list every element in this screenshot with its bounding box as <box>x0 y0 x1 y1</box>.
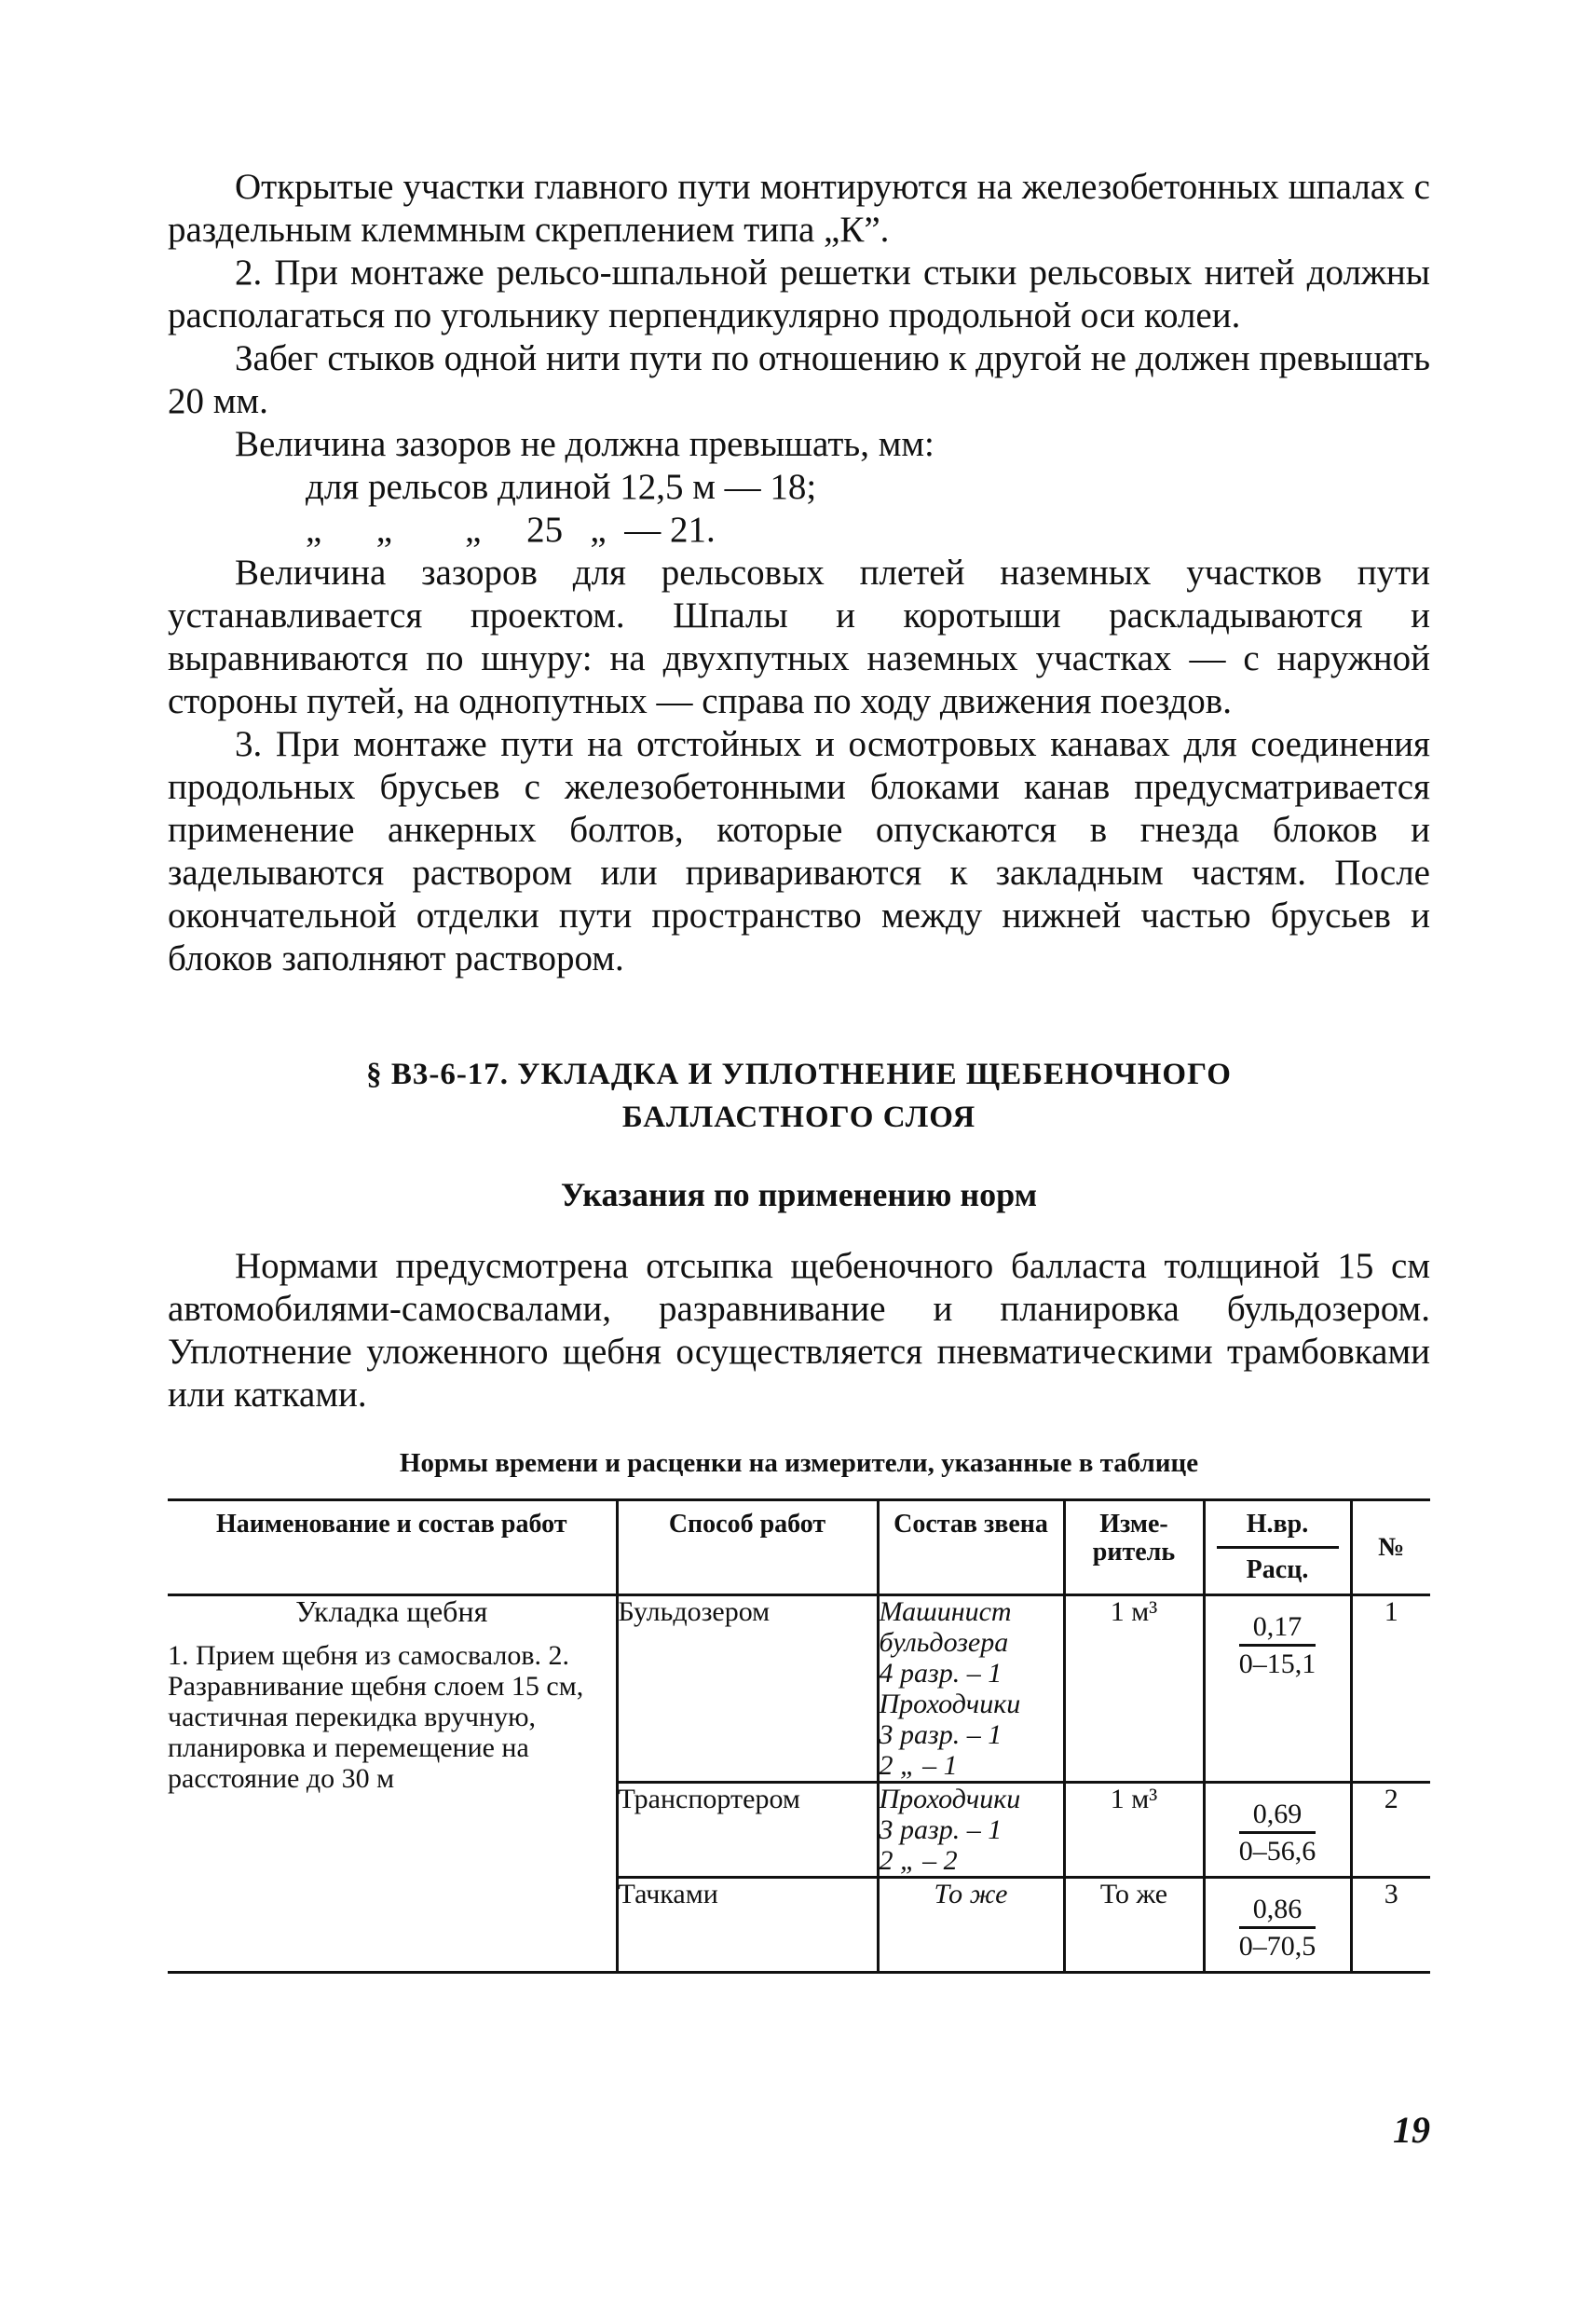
body-text-top <box>168 166 1430 980</box>
crew-line: Машинист <box>879 1596 1012 1627</box>
crew-line: 2 „ – 1 <box>879 1750 958 1781</box>
gap-line-2: „ „ „ 25 „ — 21. <box>306 510 716 550</box>
section-heading <box>168 1053 1430 1139</box>
row-number-cell: 1 <box>1351 1595 1430 1783</box>
crew-line: 2 „ – 2 <box>879 1845 958 1876</box>
row-number-cell: 2 <box>1351 1783 1430 1878</box>
header-unit: Изме-ритель <box>1064 1500 1204 1595</box>
norm-cell <box>1204 1783 1351 1878</box>
table-header-row <box>168 1500 1430 1595</box>
paragraph: Забег стыков одной нити пути по отношению к другой не должен превышать 20 мм. <box>168 338 1430 421</box>
row-number-cell: 3 <box>1351 1878 1430 1973</box>
header-method: Способ работ <box>617 1500 878 1595</box>
norm-time-value: 0,17 <box>1239 1611 1316 1647</box>
paragraph: 2. При монтаже рельсо-шпальной решетки стыки рельсовых нитей должны располагаться по угольнику перпендикулярно продольной оси колеи. <box>168 253 1430 335</box>
norm-time-value: 0,86 <box>1239 1894 1316 1929</box>
header-rate: Расц. <box>1246 1555 1309 1584</box>
method-cell: Транспортером <box>617 1783 878 1878</box>
method-cell: Бульдозером <box>617 1595 878 1783</box>
unit-cell: 1 м³ <box>1064 1783 1204 1878</box>
page-number: 19 <box>1393 2109 1430 2151</box>
header-norm <box>1204 1500 1351 1595</box>
method-cell: Тачками <box>617 1878 878 1973</box>
rate-value: 0–15,1 <box>1238 1648 1316 1679</box>
paragraph: 3. При монтаже пути на отстойных и осмотровых канавах для соединения продольных брусьев с железобетонными блоками канав предусматривается применение анкерных болтов, которые опускаются в гнезда блоков и заделываются раствором или привариваются к закладным частям. После окончательной отделки пути пространство между нижней частью брусьев и блоков заполняют раствором. <box>168 724 1430 978</box>
crew-line: 3 разр. – 1 <box>879 1719 1003 1750</box>
header-name: Наименование и состав работ <box>168 1500 617 1595</box>
crew-line: бульдозера <box>879 1627 1009 1658</box>
work-description-cell <box>168 1595 617 1973</box>
crew-line: 4 разр. – 1 <box>879 1658 1003 1689</box>
unit-cell: То же <box>1064 1878 1204 1973</box>
norm-time-value: 0,69 <box>1239 1799 1316 1834</box>
norm-cell <box>1204 1878 1351 1973</box>
work-group-title: Укладка щебня <box>295 1594 488 1628</box>
paragraph: Открытые участки главного пути монтируются на железобетонных шпалах с раздельным клеммным скреплением типа „К”. <box>168 167 1430 250</box>
work-group-description: 1. Прием щебня из самосвалов. 2. Разравнивание щебня слоем 15 см, частичная перекидка вручную, планировка и перемещение на расстояние до 30 м <box>168 1640 584 1794</box>
crew-line: 3 разр. – 1 <box>879 1814 1003 1845</box>
crew-cell: То же <box>878 1878 1064 1973</box>
unit-cell: 1 м³ <box>1064 1595 1204 1783</box>
paragraph: Нормами предусмотрена отсыпка щебеночного балласта толщиной 15 см автомобилями-самосвалами, разравнивание и планировка бульдозером. Уплотнение уложенного щебня осуществляется пневматическими трамбовками или катками. <box>168 1246 1430 1415</box>
gap-line-1: для рельсов длиной 12,5 м — 18; <box>306 467 817 507</box>
table-row <box>168 1595 1430 1783</box>
paragraph: Величина зазоров не должна превышать, мм: <box>235 424 934 464</box>
crew-cell <box>878 1783 1064 1878</box>
header-norm-time: Н.вр. <box>1217 1511 1339 1549</box>
rate-value: 0–56,6 <box>1238 1836 1316 1867</box>
header-number: № <box>1351 1500 1430 1595</box>
table-caption: Нормы времени и расценки на измерители, указанные в таблице <box>399 1448 1199 1478</box>
header-crew: Состав звена <box>878 1500 1064 1595</box>
crew-cell <box>878 1595 1064 1783</box>
section-subheading: Указания по применению норм <box>560 1176 1038 1213</box>
section-heading-line-1: § В3-6-17. УКЛАДКА И УПЛОТНЕНИЕ ЩЕБЕНОЧНОГО <box>366 1058 1232 1091</box>
rate-value: 0–70,5 <box>1238 1931 1316 1962</box>
paragraph: Величина зазоров для рельсовых плетей наземных участков пути устанавливается проектом. Шпалы и коротыши раскладываются и выравниваются по шнуру: на двухпутных наземных участках — с наружной стороны путей, на однопутных — справа по ходу движения поездов. <box>168 553 1430 721</box>
section-heading-line-2: БАЛЛАСТНОГО СЛОЯ <box>621 1101 976 1134</box>
norms-table <box>168 1498 1430 1974</box>
crew-line: Проходчики <box>879 1784 1021 1814</box>
norm-cell <box>1204 1595 1351 1783</box>
crew-line: Проходчики <box>879 1689 1021 1719</box>
section-body <box>168 1245 1430 1416</box>
